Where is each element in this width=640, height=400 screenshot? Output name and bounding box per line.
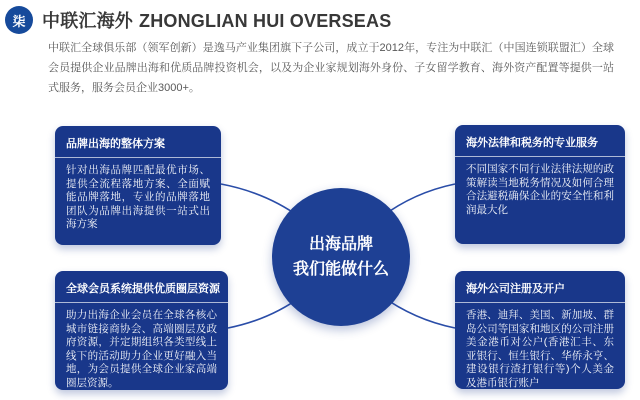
company-description: 中联汇全球俱乐部（领军创新）是逸马产业集团旗下子公司，成立于2012年，专注为中联汇（中国连锁联盟汇）全球会员提供企业品牌出海和优质品牌投资机会，以及为企业家规划海外身份、子女留学教育、海外资产配置等提供一站式服务，服务会员企业3000+。 bbox=[48, 42, 614, 94]
center-circle-line1: 出海品牌 bbox=[308, 236, 373, 253]
box-body: 香港、迪拜、美国、新加坡、群岛公司等国家和地区的公司注册美金港币对公户(香港汇丰、东亚银行、恒生银行、华侨永亨、建设银行渣打银行等)个人美金及港币银行账户 bbox=[466, 309, 614, 389]
center-circle bbox=[272, 188, 410, 326]
box-title: 海外法律和税务的专业服务 bbox=[455, 125, 625, 157]
center-circle-line2: 我们能做什么 bbox=[292, 261, 389, 278]
diagram-box-company-registration bbox=[455, 271, 625, 389]
box-title: 品牌出海的整体方案 bbox=[55, 126, 221, 158]
box-body: 针对出海品牌匹配最优市场、提供全流程落地方案、全面赋能品牌落地，专业的品牌落地团队为品牌出海提供一站式出海方案 bbox=[66, 164, 210, 231]
box-body: 助力出海企业会员在全球各核心城市链接商协会、高端圈层及政府资源，并定期组织各类型线上线下的活动助力企业更好融入当地，为会员提供全球企业家高端圈层资源。 bbox=[66, 309, 217, 389]
diagram-box-member-resources bbox=[55, 271, 228, 390]
box-body: 不同国家不同行业法律法规的政策解读当地税务情况及如何合理合法避税确保企业的安全性和利润最大化 bbox=[466, 163, 614, 216]
box-title: 海外公司注册及开户 bbox=[455, 271, 625, 303]
diagram-box-legal-tax bbox=[455, 125, 625, 244]
badge-glyph: 柒 bbox=[12, 13, 26, 29]
page-title-zh: 中联汇海外 bbox=[42, 11, 133, 31]
box-title: 全球会员系统提供优质圈层资源 bbox=[55, 271, 228, 303]
diagram-box-brand-plan bbox=[55, 126, 221, 245]
page-title-en: ZHONGLIAN HUI OVERSEAS bbox=[139, 11, 392, 31]
